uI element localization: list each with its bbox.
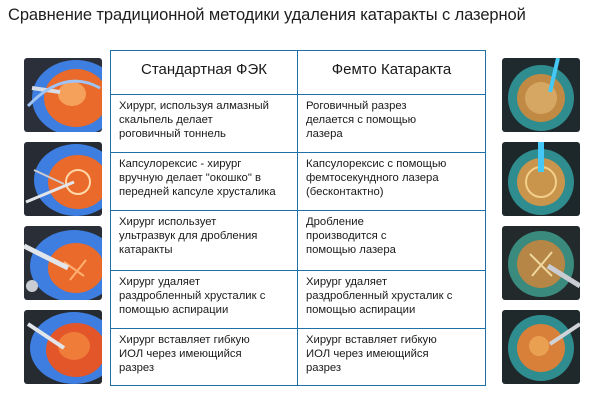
- table-cell: Хирург удаляет раздробленный хрусталик с помощью аспирации: [111, 271, 298, 329]
- table-cell: Роговичный разрез делается с помощью лазера: [298, 95, 485, 153]
- table-cell: Хирург вставляет гибкую ИОЛ через имеющийся разрез: [111, 329, 298, 385]
- table-cell: Хирург использует ультразвук для дробления катаракты: [111, 211, 298, 271]
- table-cell: Хирург вставляет гибкую ИОЛ через имеющийся разрез: [306, 334, 437, 374]
- table-cell: Капсулорексис - хирург вручную делает "окошко" в передней капсуле хрусталика: [111, 153, 298, 211]
- illustration-laser-capsulotomy: [502, 142, 580, 216]
- illustration-corneal-tunnel: [24, 58, 102, 132]
- femto-procedure-illustrations: [502, 58, 580, 394]
- table-cell: Дробление производится с помощью лазера: [298, 211, 485, 271]
- column-header-standard: Стандартная ФЭК: [111, 51, 298, 95]
- illustration-laser-incision: [502, 58, 580, 132]
- table-cell: Хирург, используя алмазный скальпель делает роговичный тоннель: [111, 95, 298, 153]
- illustration-aspiration: [24, 310, 102, 384]
- table-cell: Хирург удаляет раздробленный хрусталик с помощью аспирации: [298, 271, 485, 329]
- illustration-ultrasound-fragmentation: [24, 226, 102, 300]
- illustration-manual-capsulorhexis: [24, 142, 102, 216]
- illustration-lens-aspiration: [502, 310, 580, 384]
- page-title: Сравнение традиционной методики удаления катаракты с лазерной: [8, 6, 526, 24]
- comparison-table: [110, 50, 486, 386]
- illustration-laser-fragmentation: [502, 226, 580, 300]
- column-header-femto: Фемто Катаракта: [298, 51, 485, 95]
- table-cell: Капсулорексис с помощью фемтосекундного лазера (бесконтактно): [298, 153, 485, 211]
- standard-procedure-illustrations: [24, 58, 102, 394]
